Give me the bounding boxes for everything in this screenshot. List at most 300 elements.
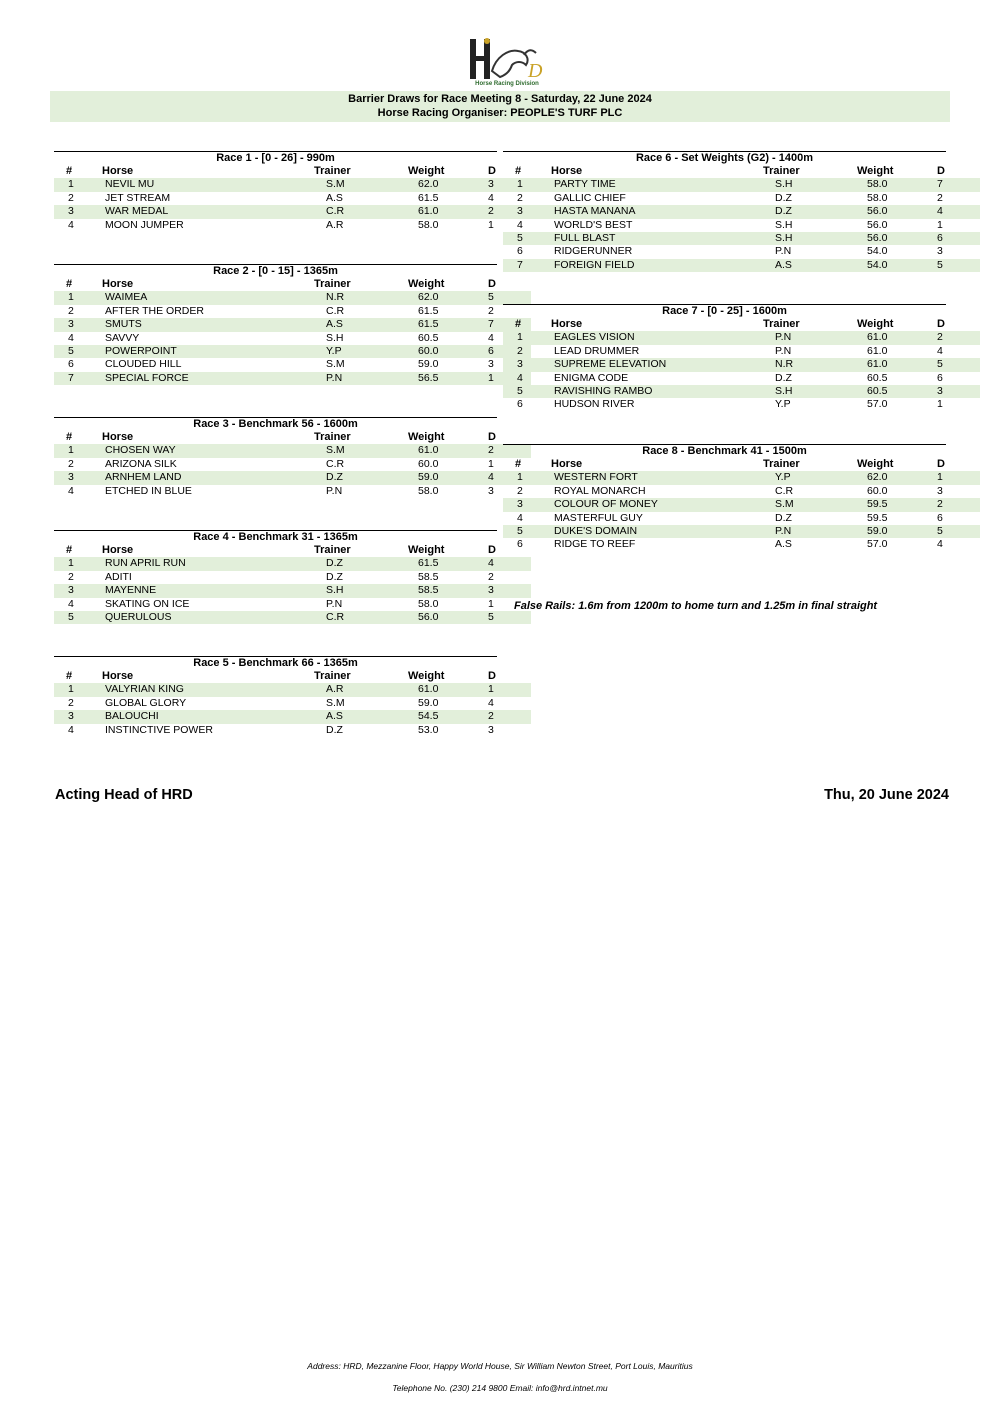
weight-cell: 61.0 (408, 444, 478, 457)
table-row (54, 683, 531, 696)
horse-name-cell: WESTERN FORT (551, 471, 751, 484)
table-row (54, 485, 531, 498)
weight-cell: 60.5 (857, 385, 927, 398)
table-row (503, 498, 980, 511)
runner-number-cell: 5 (54, 345, 102, 358)
horse-name-cell: JET STREAM (105, 191, 171, 204)
runner-number-cell: 1 (54, 178, 102, 191)
weight-cell: 60.5 (867, 371, 888, 384)
horse-name-cell: EAGLES VISION (551, 331, 751, 344)
table-row (54, 458, 531, 471)
draw-cell: 6 (927, 232, 980, 245)
horse-name-cell: MASTERFUL GUY (554, 511, 643, 524)
table-row (503, 471, 980, 484)
runners-table (503, 458, 980, 552)
weight-cell: 60.0 (418, 457, 439, 470)
table-row (54, 571, 531, 584)
weight-cell: 59.0 (418, 696, 439, 709)
horse-name-cell: CHOSEN WAY (102, 444, 302, 457)
runners-table (54, 278, 531, 385)
runner-number-cell: 6 (517, 538, 523, 551)
runner-number-cell: 1 (503, 331, 551, 344)
column-header-trainer: Trainer (314, 431, 351, 443)
trainer-cell: A.R (302, 683, 408, 696)
horse-name-cell: COLOUR OF MONEY (551, 498, 751, 511)
weight-cell: 59.0 (418, 358, 439, 371)
draw-cell: 4 (937, 538, 943, 551)
header-row (54, 544, 531, 557)
draw-cell: 4 (937, 344, 943, 357)
column-header-weight: Weight (857, 458, 894, 470)
runner-number-cell: 6 (68, 358, 74, 371)
trainer-cell: Y.P (751, 471, 857, 484)
weight-cell: 59.0 (408, 471, 478, 484)
weight-cell: 60.0 (408, 345, 478, 358)
draw-cell: 3 (478, 178, 531, 191)
trainer-cell: P.N (775, 344, 792, 357)
weight-cell: 61.5 (418, 191, 439, 204)
runner-number-cell: 3 (503, 358, 551, 371)
weight-cell: 54.5 (408, 710, 478, 723)
table-row (503, 345, 980, 358)
table-row (503, 245, 980, 258)
table-row (503, 398, 980, 411)
horse-name-cell: WORLD'S BEST (554, 218, 633, 231)
draw-cell: 1 (478, 683, 531, 696)
runner-number-cell: 4 (68, 484, 74, 497)
trainer-cell: A.R (326, 218, 344, 231)
column-header-trainer: Trainer (314, 278, 351, 290)
table-row (54, 697, 531, 710)
weight-cell: 59.5 (857, 498, 927, 511)
weight-cell: 61.0 (408, 683, 478, 696)
trainer-cell: P.N (775, 245, 792, 258)
horse-name-cell: HUDSON RIVER (554, 398, 635, 411)
column-header-weight: Weight (408, 165, 445, 177)
table-row (54, 192, 531, 205)
runner-number-cell: 3 (54, 318, 102, 331)
runner-number-cell: 1 (54, 444, 102, 457)
runner-number-cell: 5 (503, 525, 551, 538)
runners-table (54, 670, 531, 737)
document-banner (50, 91, 950, 122)
race-title: Race 6 - Set Weights (G2) - 1400m (503, 151, 946, 165)
table-row (54, 219, 531, 232)
column-header-horse-name: Horse (102, 278, 134, 290)
race-1-table (54, 151, 497, 232)
runner-number-cell: 4 (517, 371, 523, 384)
trainer-cell: S.M (326, 696, 345, 709)
weight-cell: 58.0 (418, 597, 439, 610)
table-row (503, 178, 980, 191)
runner-number-cell: 4 (68, 597, 74, 610)
weight-cell: 56.0 (867, 218, 888, 231)
race-title: Race 1 - [0 - 26] - 990m (54, 151, 497, 165)
table-row (503, 485, 980, 498)
horse-name-cell: MOON JUMPER (105, 218, 184, 231)
weight-cell: 60.0 (867, 484, 888, 497)
horse-name-cell: FOREIGN FIELD (551, 259, 751, 272)
trainer-cell: A.S (751, 259, 857, 272)
runners-table (503, 318, 980, 412)
weight-cell: 57.0 (867, 538, 888, 551)
column-header-horse-name: Horse (102, 544, 134, 556)
column-header-horse-name: Horse (551, 458, 583, 470)
header-row (54, 165, 531, 178)
column-header-weight: Weight (408, 278, 445, 290)
trainer-cell: S.H (751, 232, 857, 245)
race-title: Race 3 - Benchmark 56 - 1600m (54, 417, 497, 431)
trainer-cell: P.N (751, 525, 857, 538)
column-header-draw: D (937, 165, 945, 177)
runner-number-cell: 6 (517, 398, 523, 411)
table-row (54, 724, 531, 737)
race-title: Race 7 - [0 - 25] - 1600m (503, 304, 946, 318)
draw-cell: 3 (927, 385, 980, 398)
trainer-cell: D.Z (775, 511, 792, 524)
table-row (503, 205, 980, 218)
organiser-line: Horse Racing Organiser: PEOPLE'S TURF PLC (377, 107, 623, 119)
race-4-table (54, 530, 497, 624)
runner-number-cell: 4 (68, 723, 74, 736)
weight-cell: 61.0 (857, 358, 927, 371)
column-header-runner-number: # (515, 318, 522, 330)
draw-cell: 6 (937, 371, 943, 384)
column-header-weight: Weight (408, 670, 445, 682)
horse-name-cell: SAVVY (105, 331, 140, 344)
header-row (54, 670, 531, 683)
column-header-horse-name: Horse (102, 165, 134, 177)
weight-cell: 58.0 (867, 191, 888, 204)
footer-address: Address: HRD, Mezzanine Floor, Happy World House, Sir William Newton Street, Port Louis, Mauritius (307, 1361, 693, 1371)
weight-cell: 56.0 (408, 611, 478, 624)
trainer-cell: A.S (775, 538, 792, 551)
table-row (503, 232, 980, 245)
draw-cell: 5 (927, 259, 980, 272)
trainer-cell: A.S (302, 318, 408, 331)
draw-cell: 1 (488, 218, 494, 231)
table-row (54, 598, 531, 611)
trainer-cell: Y.P (775, 398, 791, 411)
draw-cell: 6 (937, 511, 943, 524)
trainer-cell: C.R (302, 611, 408, 624)
column-header-horse-name: Horse (551, 165, 583, 177)
horse-name-cell: ARIZONA SILK (105, 457, 177, 470)
weight-cell: 57.0 (867, 398, 888, 411)
trainer-cell: C.R (775, 484, 794, 497)
draw-cell: 2 (488, 304, 494, 317)
column-header-trainer: Trainer (763, 318, 800, 330)
horse-name-cell: RIDGERUNNER (554, 245, 633, 258)
weight-cell: 58.5 (418, 570, 439, 583)
table-row (54, 358, 531, 371)
horse-name-cell: PARTY TIME (551, 178, 751, 191)
runner-number-cell: 6 (517, 245, 523, 258)
weight-cell: 58.0 (857, 178, 927, 191)
race-8-table (503, 444, 946, 552)
svg-text:D: D (528, 60, 543, 82)
draw-cell: 3 (488, 484, 494, 497)
horse-name-cell: SUPREME ELEVATION (551, 358, 751, 371)
header-row (54, 431, 531, 444)
runners-table (54, 544, 531, 624)
weight-cell: 54.0 (857, 259, 927, 272)
runner-number-cell: 7 (503, 259, 551, 272)
draw-cell: 2 (478, 710, 531, 723)
race-3-table (54, 417, 497, 498)
horse-name-cell: FULL BLAST (551, 232, 751, 245)
horse-name-cell: SKATING ON ICE (105, 597, 190, 610)
trainer-cell: S.H (751, 178, 857, 191)
table-row (503, 192, 980, 205)
draw-cell: 5 (927, 358, 980, 371)
weight-cell: 56.0 (857, 232, 927, 245)
trainer-cell: D.Z (751, 205, 857, 218)
weight-cell: 59.0 (857, 525, 927, 538)
column-header-weight: Weight (857, 318, 894, 330)
column-header-runner-number: # (515, 458, 522, 470)
table-row (503, 512, 980, 525)
column-header-draw: D (488, 165, 496, 177)
weight-cell: 60.5 (418, 331, 439, 344)
runner-number-cell: 2 (68, 696, 74, 709)
trainer-cell: D.Z (775, 191, 792, 204)
runner-number-cell: 4 (517, 511, 523, 524)
header-row (503, 318, 980, 331)
trainer-cell: D.Z (326, 723, 343, 736)
trainer-cell: C.R (326, 457, 345, 470)
table-row (503, 372, 980, 385)
trainer-cell: P.N (751, 331, 857, 344)
draw-cell: 2 (927, 498, 980, 511)
table-row (54, 372, 531, 385)
runner-number-cell: 5 (503, 232, 551, 245)
table-row (503, 219, 980, 232)
runner-number-cell: 5 (503, 385, 551, 398)
draw-cell: 4 (488, 191, 494, 204)
column-header-horse-name: Horse (102, 431, 134, 443)
table-row (503, 385, 980, 398)
weight-cell: 59.5 (867, 511, 888, 524)
table-row (54, 345, 531, 358)
horse-name-cell: HASTA MANANA (551, 205, 751, 218)
runner-number-cell: 1 (54, 291, 102, 304)
draw-cell: 2 (927, 331, 980, 344)
table-row (54, 305, 531, 318)
column-header-runner-number: # (66, 670, 73, 682)
column-header-runner-number: # (66, 165, 73, 177)
trainer-cell: C.R (302, 205, 408, 218)
horse-name-cell: INSTINCTIVE POWER (105, 723, 213, 736)
runners-table (503, 165, 980, 272)
header-row (503, 458, 980, 471)
horse-name-cell: GLOBAL GLORY (105, 696, 187, 709)
signature-title: Acting Head of HRD (55, 787, 193, 803)
column-header-trainer: Trainer (314, 670, 351, 682)
draw-cell: 2 (488, 570, 494, 583)
table-row (54, 332, 531, 345)
trainer-cell: N.R (302, 291, 408, 304)
column-header-trainer: Trainer (314, 165, 351, 177)
runner-number-cell: 3 (54, 471, 102, 484)
horse-name-cell: BALOUCHI (102, 710, 302, 723)
table-row (503, 525, 980, 538)
weight-cell: 56.5 (408, 372, 478, 385)
horse-name-cell: ETCHED IN BLUE (105, 484, 192, 497)
column-header-draw: D (488, 544, 496, 556)
draw-cell: 4 (478, 471, 531, 484)
column-header-weight: Weight (857, 165, 894, 177)
runner-number-cell: 3 (54, 205, 102, 218)
column-header-trainer: Trainer (763, 458, 800, 470)
weight-cell: 58.0 (418, 218, 439, 231)
weight-cell: 62.0 (408, 178, 478, 191)
horse-name-cell: GALLIC CHIEF (554, 191, 626, 204)
trainer-cell: S.M (302, 444, 408, 457)
horse-name-cell: ENIGMA CODE (554, 371, 629, 384)
trainer-cell: A.S (302, 710, 408, 723)
trainer-cell: Y.P (302, 345, 408, 358)
runner-number-cell: 2 (68, 191, 74, 204)
weight-cell: 58.5 (408, 584, 478, 597)
runners-table (54, 165, 531, 232)
trainer-cell: P.N (326, 597, 343, 610)
table-row (54, 291, 531, 304)
weight-cell: 58.0 (418, 484, 439, 497)
runner-number-cell: 2 (68, 570, 74, 583)
horse-name-cell: WAR MEDAL (102, 205, 302, 218)
table-row (54, 710, 531, 723)
column-header-draw: D (488, 431, 496, 443)
runner-number-cell: 4 (517, 218, 523, 231)
horse-name-cell: MAYENNE (102, 584, 302, 597)
horse-name-cell: RUN APRIL RUN (102, 557, 302, 570)
trainer-cell: S.M (326, 358, 345, 371)
column-header-draw: D (937, 318, 945, 330)
trainer-cell: D.Z (326, 570, 343, 583)
trainer-cell: C.R (326, 304, 345, 317)
table-row (54, 318, 531, 331)
race-2-table (54, 264, 497, 385)
horse-name-cell: SMUTS (102, 318, 302, 331)
runners-table (54, 431, 531, 498)
table-row (54, 471, 531, 484)
column-header-horse-name: Horse (102, 670, 134, 682)
horse-name-cell: WAIMEA (102, 291, 302, 304)
runner-number-cell: 4 (68, 218, 74, 231)
table-row (503, 331, 980, 344)
horse-name-cell: POWERPOINT (102, 345, 302, 358)
runner-number-cell: 2 (68, 304, 74, 317)
draw-cell: 2 (478, 205, 531, 218)
weight-cell: 61.5 (408, 318, 478, 331)
weight-cell: 61.0 (867, 344, 888, 357)
race-7-table (503, 304, 946, 412)
column-header-trainer: Trainer (314, 544, 351, 556)
draw-cell: 6 (478, 345, 531, 358)
runner-number-cell: 1 (503, 471, 551, 484)
trainer-cell: A.S (326, 191, 343, 204)
draw-cell: 5 (927, 525, 980, 538)
draw-cell: 4 (488, 331, 494, 344)
trainer-cell: D.Z (775, 371, 792, 384)
trainer-cell: N.R (751, 358, 857, 371)
race-6-table (503, 151, 946, 272)
race-title: Race 2 - [0 - 15] - 1365m (54, 264, 497, 278)
draw-cell: 3 (488, 723, 494, 736)
draw-cell: 1 (488, 597, 494, 610)
horse-name-cell: RAVISHING RAMBO (551, 385, 751, 398)
table-row (54, 557, 531, 570)
runner-number-cell: 3 (503, 205, 551, 218)
column-header-runner-number: # (515, 165, 522, 177)
runner-number-cell: 4 (68, 331, 74, 344)
footer-contact: Telephone No. (230) 214 9800 Email: info@hrd.intnet.mu (392, 1383, 608, 1393)
logo-caption: Horse Racing Division (475, 81, 539, 87)
race-title: Race 5 - Benchmark 66 - 1365m (54, 656, 497, 670)
table-row (503, 358, 980, 371)
table-row (503, 259, 980, 272)
trainer-cell: P.N (326, 484, 343, 497)
horse-name-cell: ARNHEM LAND (102, 471, 302, 484)
table-row (54, 178, 531, 191)
draw-cell: 4 (478, 557, 531, 570)
trainer-cell: S.M (302, 178, 408, 191)
trainer-cell: S.H (302, 584, 408, 597)
horse-name-cell: SPECIAL FORCE (102, 372, 302, 385)
draw-cell: 3 (937, 245, 943, 258)
trainer-cell: D.Z (302, 557, 408, 570)
column-header-draw: D (937, 458, 945, 470)
draw-cell: 5 (478, 611, 531, 624)
runner-number-cell: 3 (503, 498, 551, 511)
column-header-runner-number: # (66, 431, 73, 443)
runner-number-cell: 3 (54, 710, 102, 723)
weight-cell: 54.0 (867, 245, 888, 258)
horse-name-cell: LEAD DRUMMER (554, 344, 640, 357)
draw-cell: 1 (478, 372, 531, 385)
issue-date: Thu, 20 June 2024 (824, 787, 949, 803)
table-row (503, 538, 980, 551)
weight-cell: 61.5 (418, 304, 439, 317)
draw-cell: 1 (937, 398, 943, 411)
column-header-horse-name: Horse (551, 318, 583, 330)
race-title: Race 8 - Benchmark 41 - 1500m (503, 444, 946, 458)
runner-number-cell: 1 (503, 178, 551, 191)
trainer-cell: S.H (775, 218, 793, 231)
draw-cell: 1 (927, 471, 980, 484)
header-row (503, 165, 980, 178)
weight-cell: 61.0 (408, 205, 478, 218)
draw-cell: 1 (488, 457, 494, 470)
runner-number-cell: 2 (517, 484, 523, 497)
trainer-cell: D.Z (302, 471, 408, 484)
runner-number-cell: 2 (517, 191, 523, 204)
draw-cell: 1 (937, 218, 943, 231)
table-row (54, 611, 531, 624)
runner-number-cell: 1 (54, 557, 102, 570)
column-header-weight: Weight (408, 544, 445, 556)
horse-logo-icon (466, 35, 548, 83)
table-row (54, 444, 531, 457)
column-header-runner-number: # (66, 278, 73, 290)
hrd-logo (466, 35, 548, 91)
column-header-runner-number: # (66, 544, 73, 556)
horse-name-cell: DUKE'S DOMAIN (551, 525, 751, 538)
draw-cell: 7 (478, 318, 531, 331)
horse-name-cell: NEVIL MU (102, 178, 302, 191)
horse-name-cell: RIDGE TO REEF (554, 538, 636, 551)
